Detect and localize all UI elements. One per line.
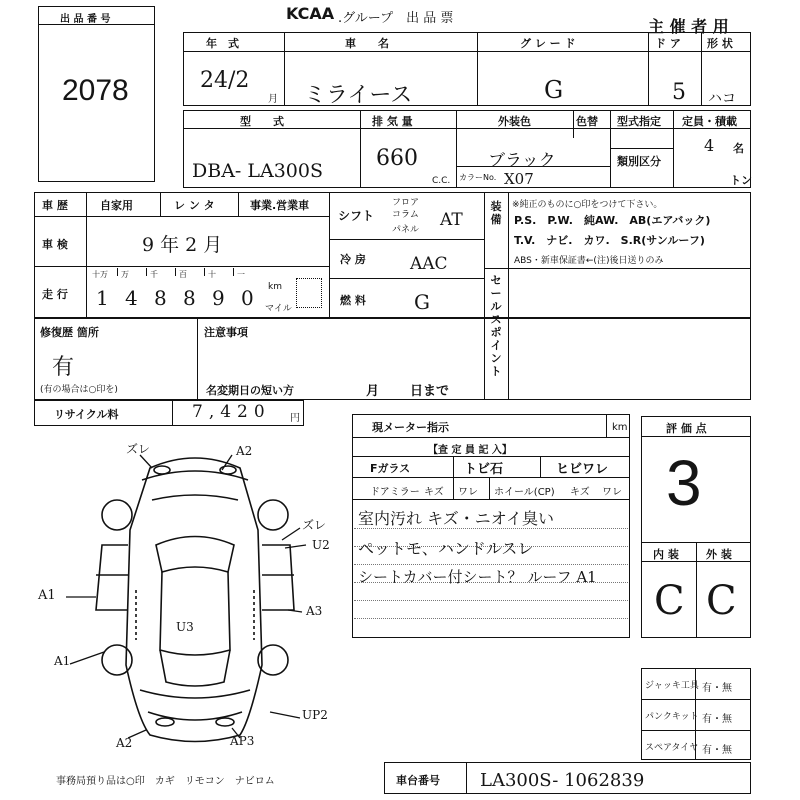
repair-value: 有 (52, 355, 75, 380)
exterior-value: C (706, 578, 737, 624)
mileage-unit-2: 千 (150, 270, 158, 279)
capacity-value: 4 (704, 136, 715, 155)
mark-a1-rear-left: A1 (54, 654, 71, 668)
tool-spare-value[interactable]: 有・無 (702, 745, 732, 756)
door-value: 5 (672, 80, 686, 105)
organizer-label: 主 催 者 用 (648, 17, 729, 36)
class-label: 類別区分 (617, 155, 661, 168)
exterior-color-value: ブラック (488, 151, 556, 171)
month-unit: 月 (268, 94, 278, 105)
mileage-unit-0: 十万 (92, 270, 108, 279)
displacement-unit: C.C. (432, 176, 451, 186)
lot-number-value: 2078 (62, 74, 129, 107)
history-label: 車 歴 (42, 199, 68, 212)
interior-value: C (654, 578, 685, 624)
repair-label: 修復歴 箇所 (40, 326, 99, 339)
fuel-label: 燃 料 (340, 294, 366, 307)
history-option-rental[interactable]: レ ン タ (174, 199, 215, 212)
door-label: ド ア (655, 37, 681, 50)
tool-spare-label: スペアタイヤ (645, 743, 699, 753)
history-option-business[interactable]: 事業.営業車 (250, 199, 310, 212)
mark-a2-rear: A2 (116, 736, 133, 750)
inspector-title: 【査 定 員 記 入】 (428, 445, 512, 456)
equipment-line2[interactable]: T.V. ナビ. カワ. S.R(サンルーフ) (514, 234, 705, 247)
mark-ap3-rear: AP3 (230, 734, 255, 748)
km-label[interactable]: km (268, 282, 282, 292)
recycle-unit: 円 (290, 413, 300, 424)
color-change-label: 色替 (576, 115, 598, 128)
mileage-digit-3: 8 (183, 286, 196, 310)
exterior-color-label: 外装色 (498, 115, 531, 128)
grade-label: グ レ ー ド (520, 37, 576, 50)
recycle-value: 7,420 (192, 402, 271, 422)
sales-point-label: セ ー ル ス ポ イ ン ト (490, 274, 502, 378)
interior-label: 内 装 (653, 548, 679, 561)
shift-option-floor[interactable]: フロア (392, 198, 420, 208)
grade-value: G (544, 76, 564, 104)
header-title: .グループ 出 品 票 (338, 11, 454, 26)
displacement-label: 排 気 量 (372, 115, 413, 128)
mark-a3-right: A3 (306, 604, 323, 618)
mileage-digit-2: 8 (154, 286, 167, 310)
mark-u2-right: U2 (312, 538, 330, 552)
tool-puncture-label: パンクキット (645, 712, 699, 722)
year-label: 年 式 (206, 37, 239, 50)
mileage-unit-4: 十 (208, 270, 216, 279)
history-option-private[interactable]: 自家用 (100, 199, 133, 212)
remark-line-1: 室内汚れ キズ・ニオイ臭い (358, 509, 554, 528)
shape-label: 形 状 (707, 37, 733, 50)
capacity-unit: 名 (733, 142, 744, 155)
mark-u3-roof: U3 (176, 620, 194, 634)
mile-label[interactable]: マイル (265, 304, 292, 314)
fglass-tobiishi[interactable]: トビ石 (464, 462, 504, 477)
displacement-value: 660 (376, 146, 418, 171)
type-spec-label: 型式指定 (617, 115, 661, 128)
wheel-kizu[interactable]: キズ (570, 487, 590, 498)
footer-note: 事務局預り品は○印 カギ リモコン ナビロム (56, 776, 275, 787)
equipment-line1[interactable]: P.S. P.W. 純AW. AB(エアバック) (514, 214, 711, 227)
mark-a1-left: A1 (38, 588, 56, 603)
tool-puncture-value[interactable]: 有・無 (702, 714, 732, 725)
lot-number-label: 出 品 番 号 (60, 14, 111, 25)
caution-label: 注意事項 (204, 326, 248, 339)
deadline-day: 日まで (410, 384, 450, 399)
shift-label: シフト (338, 209, 375, 223)
meter-unit: km (612, 422, 628, 433)
ac-label: 冷 房 (340, 253, 366, 266)
load-unit: トン (730, 174, 752, 187)
chassis-value: LA300S- 1062839 (480, 770, 645, 791)
equipment-note: ※純正のものに○印をつけて下さい。 (512, 200, 663, 210)
tool-jack-value[interactable]: 有・無 (702, 683, 732, 694)
car-name-value: ミライース (304, 83, 413, 108)
color-no-value: X07 (504, 170, 534, 188)
mileage-digit-5: 0 (241, 286, 254, 310)
shift-option-panel[interactable]: パネル (392, 225, 420, 235)
tool-jack-label: ジャッキ工具 (645, 681, 699, 691)
model-label: 型 式 (240, 115, 284, 128)
mark-zure-front: ズレ (126, 442, 151, 456)
fglass-label: Fガラス (370, 462, 411, 475)
year-value: 24/2 (200, 68, 250, 93)
header-org: KCAA (286, 4, 335, 23)
ac-value: AAC (410, 254, 448, 274)
score-value: 3 (666, 447, 702, 519)
remark-line-2: ペットモ、ハンドルスレ (358, 539, 534, 558)
remark-line-3: シートカバー付シート？ ルーフ A1 (358, 568, 597, 586)
shift-value: AT (440, 210, 463, 230)
score-label: 評 価 点 (666, 422, 707, 435)
mileage-unit-5: 一 (237, 270, 245, 279)
mileage-unit-3: 百 (179, 270, 187, 279)
exterior-label: 外 装 (706, 548, 732, 561)
repair-note: (有の場合は○印を) (40, 385, 118, 395)
capacity-label: 定員・積載 (682, 115, 737, 128)
mirror-ware[interactable]: ワレ (458, 487, 478, 498)
fuel-value: G (414, 290, 430, 314)
mileage-label: 走 行 (42, 288, 68, 301)
wheel-label: ホイール(CP) (494, 487, 555, 498)
wheel-ware[interactable]: ワレ (602, 487, 622, 498)
equipment-label: 装 備 (490, 200, 502, 226)
mileage-digit-1: 4 (125, 286, 138, 310)
mark-zure-right: ズレ (302, 518, 327, 532)
mileage-digit-0: 1 (96, 286, 109, 310)
mark-up2-rear: UP2 (302, 708, 328, 722)
mileage-digit-4: 9 (212, 286, 225, 310)
mark-a2-front: A2 (236, 444, 253, 458)
mirror-label: ドアミラー (370, 487, 420, 498)
mileage-unit-1: 万 (121, 270, 129, 279)
recycle-label: リサイクル料 (54, 408, 119, 421)
inspection-value: 9 年 2 月 (142, 234, 223, 256)
meter-label: 現メーター指示 (372, 421, 449, 434)
name-label: 車 名 (345, 37, 389, 50)
fglass-hibiware[interactable]: ヒビワレ (556, 462, 609, 477)
chassis-label: 車台番号 (396, 774, 440, 787)
shape-value: ハコ (708, 91, 736, 107)
model-value: DBA- LA300S (192, 160, 323, 182)
mirror-kizu[interactable]: キズ (424, 487, 444, 498)
color-no-label: カラーNo. (459, 173, 497, 182)
deadline-label: 名変期日の短い方 (206, 384, 294, 397)
equipment-line3[interactable]: ABS・新車保証書←(注)後日送りのみ (514, 256, 664, 266)
inspection-label: 車 検 (42, 238, 68, 251)
shift-option-column[interactable]: コラム (392, 210, 419, 220)
deadline-month: 月 (366, 384, 380, 399)
